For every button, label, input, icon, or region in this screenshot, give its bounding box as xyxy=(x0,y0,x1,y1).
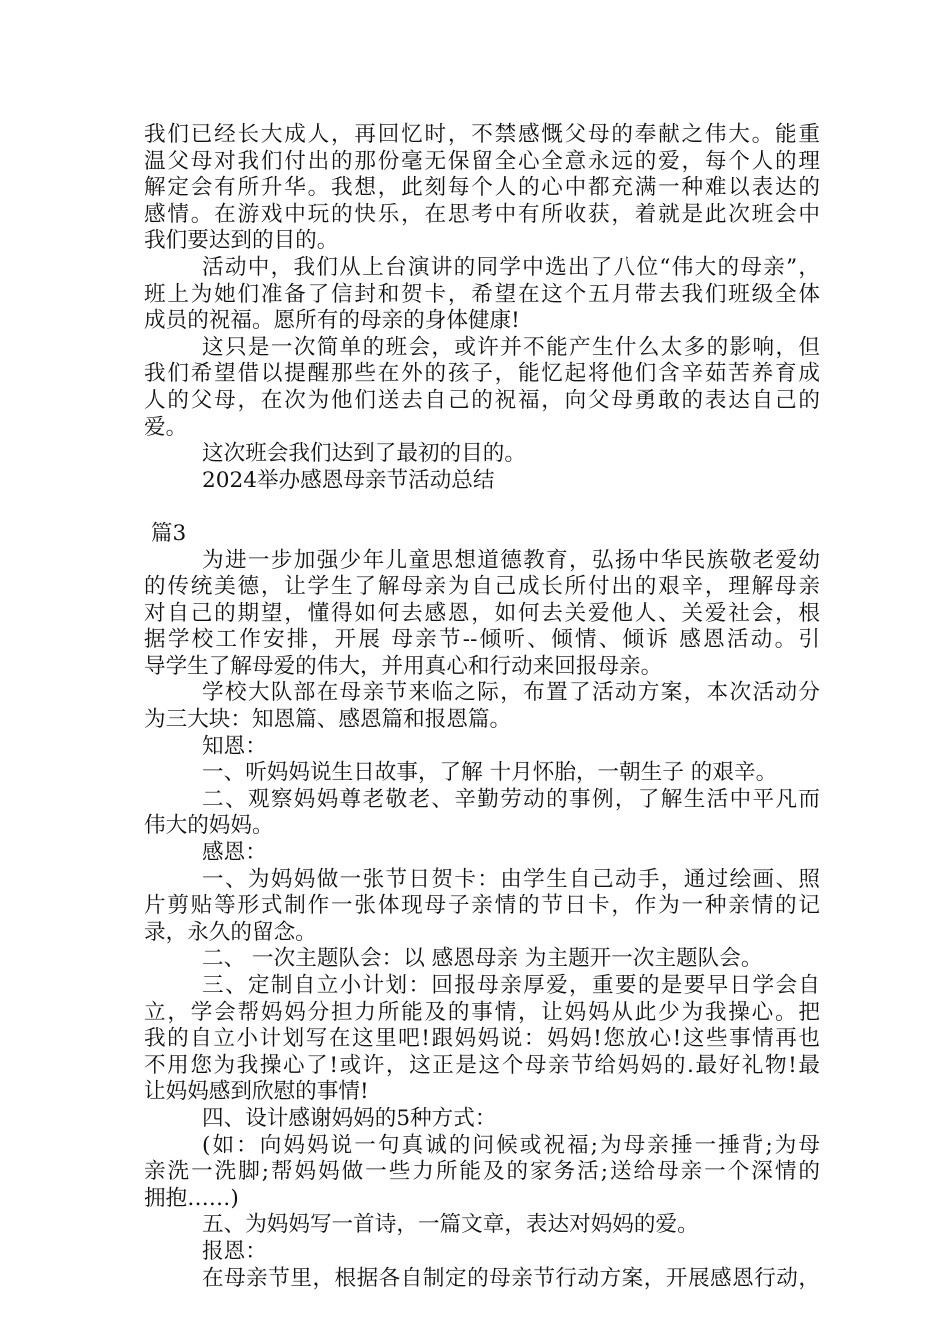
text-line: 篇3 xyxy=(144,520,187,546)
text-line: 对自己的期望，懂得如何去感恩，如何去关爱他人、关爱社会，根 xyxy=(144,600,820,626)
text-line: 拥抱……) xyxy=(144,1185,239,1211)
text-line: 二、观察妈妈尊老敬老、辛勤劳动的事例，了解生活中平凡而 xyxy=(202,786,820,812)
text-line: 一、为妈妈做一张节日贺卡：由学生自己动手，通过绘画、照 xyxy=(202,866,820,892)
text-line: 为进一步加强少年儿童思想道德教育，弘扬中华民族敬老爱幼 xyxy=(202,547,820,573)
text-line: 班上为她们准备了信封和贺卡，希望在这个五月带去我们班级全体 xyxy=(144,281,820,307)
text-line: 据学校工作安排，开展 母亲节--倾听、倾情、倾诉 感恩活动。引 xyxy=(144,627,820,653)
text-line: 这次班会我们达到了最初的目的。 xyxy=(202,441,526,467)
text-line: 温父母对我们付出的那份毫无保留全心全意永远的爱，每个人的理 xyxy=(144,148,820,174)
text-line: (如：向妈妈说一句真诚的问候或祝福;为母亲捶一捶背;为母 xyxy=(202,1132,820,1158)
text-line: 感情。在游戏中玩的快乐，在思考中有所收获，着就是此次班会中 xyxy=(144,201,820,227)
text-line: 学校大队部在母亲节来临之际，布置了活动方案，本次活动分 xyxy=(202,680,820,706)
text-line: 五、为妈妈写一首诗，一篇文章，表达对妈妈的爱。 xyxy=(202,1212,699,1238)
text-line: 爱。 xyxy=(144,414,188,440)
text-line: 成员的祝福。愿所有的母亲的身体健康! xyxy=(144,308,520,334)
blank-line xyxy=(144,494,820,521)
text-line: 我的自立小计划写在这里吧!跟妈妈说：妈妈!您放心!这些事情再也 xyxy=(144,1026,820,1052)
text-line: 三、定制自立小计划：回报母亲厚爱，重要的是要早日学会自 xyxy=(202,973,820,998)
text-line: 录，永久的留念。 xyxy=(144,919,317,945)
text-line: 活动中，我们从上台演讲的同学中选出了八位“伟大的母亲”， xyxy=(202,254,820,280)
text-line: 感恩： xyxy=(202,840,267,866)
text-line: 亲洗一洗脚;帮妈妈做一些力所能及的家务活;送给母亲一个深情的 xyxy=(144,1159,820,1185)
text-line: 让妈妈感到欣慰的事情! xyxy=(144,1079,369,1105)
text-line: 不用您为我操心了!或许，这正是这个母亲节给妈妈的.最好礼物!最 xyxy=(144,1052,820,1078)
text-line: 立，学会帮妈妈分担力所能及的事情，让妈妈从此少为我操心。把 xyxy=(144,999,820,1025)
document-body xyxy=(144,122,820,1292)
text-line: 报恩： xyxy=(202,1238,267,1264)
text-line: 四、设计感谢妈妈的5种方式： xyxy=(202,1105,497,1131)
text-line: 二、 一次主题队会：以 感恩母亲 为主题开一次主题队会。 xyxy=(202,946,763,972)
text-line: 导学生了解母爱的伟大，并用真心和行动来回报母亲。 xyxy=(144,653,663,679)
text-line: 这只是一次简单的班会，或许并不能产生什么太多的影响，但 xyxy=(202,334,820,360)
text-line: 片剪贴等形式制作一张体现母子亲情的节日卡，作为一种亲情的记 xyxy=(144,893,820,919)
text-line: 2024举办感恩母亲节活动总结 xyxy=(202,467,495,493)
text-line: 解定会有所升华。我想，此刻每个人的心中都充满一种难以表达的 xyxy=(144,175,820,201)
text-line: 在母亲节里，根据各自制定的母亲节行动方案，开展感恩行动， xyxy=(202,1265,820,1291)
text-line: 我们要达到的目的。 xyxy=(144,228,339,254)
text-line: 的传统美德，让学生了解母亲为自己成长所付出的艰辛，理解母亲 xyxy=(144,574,820,600)
text-line: 我们已经长大成人，再回忆时，不禁感慨父母的奉献之伟大。能重 xyxy=(144,122,820,147)
text-line: 知恩： xyxy=(202,733,267,759)
text-line: 人的父母，在次为他们送去自己的祝福，向父母勇敢的表达自己的 xyxy=(144,387,820,413)
text-line: 一、听妈妈说生日故事，了解 十月怀胎，一朝生子 的艰辛。 xyxy=(202,760,778,786)
text-line: 为三大块：知恩篇、感恩篇和报恩篇。 xyxy=(144,707,512,733)
text-line: 我们希望借以提醒那些在外的孩子，能忆起将他们含辛茹苦养育成 xyxy=(144,361,820,387)
text-line: 伟大的妈妈。 xyxy=(144,813,274,839)
